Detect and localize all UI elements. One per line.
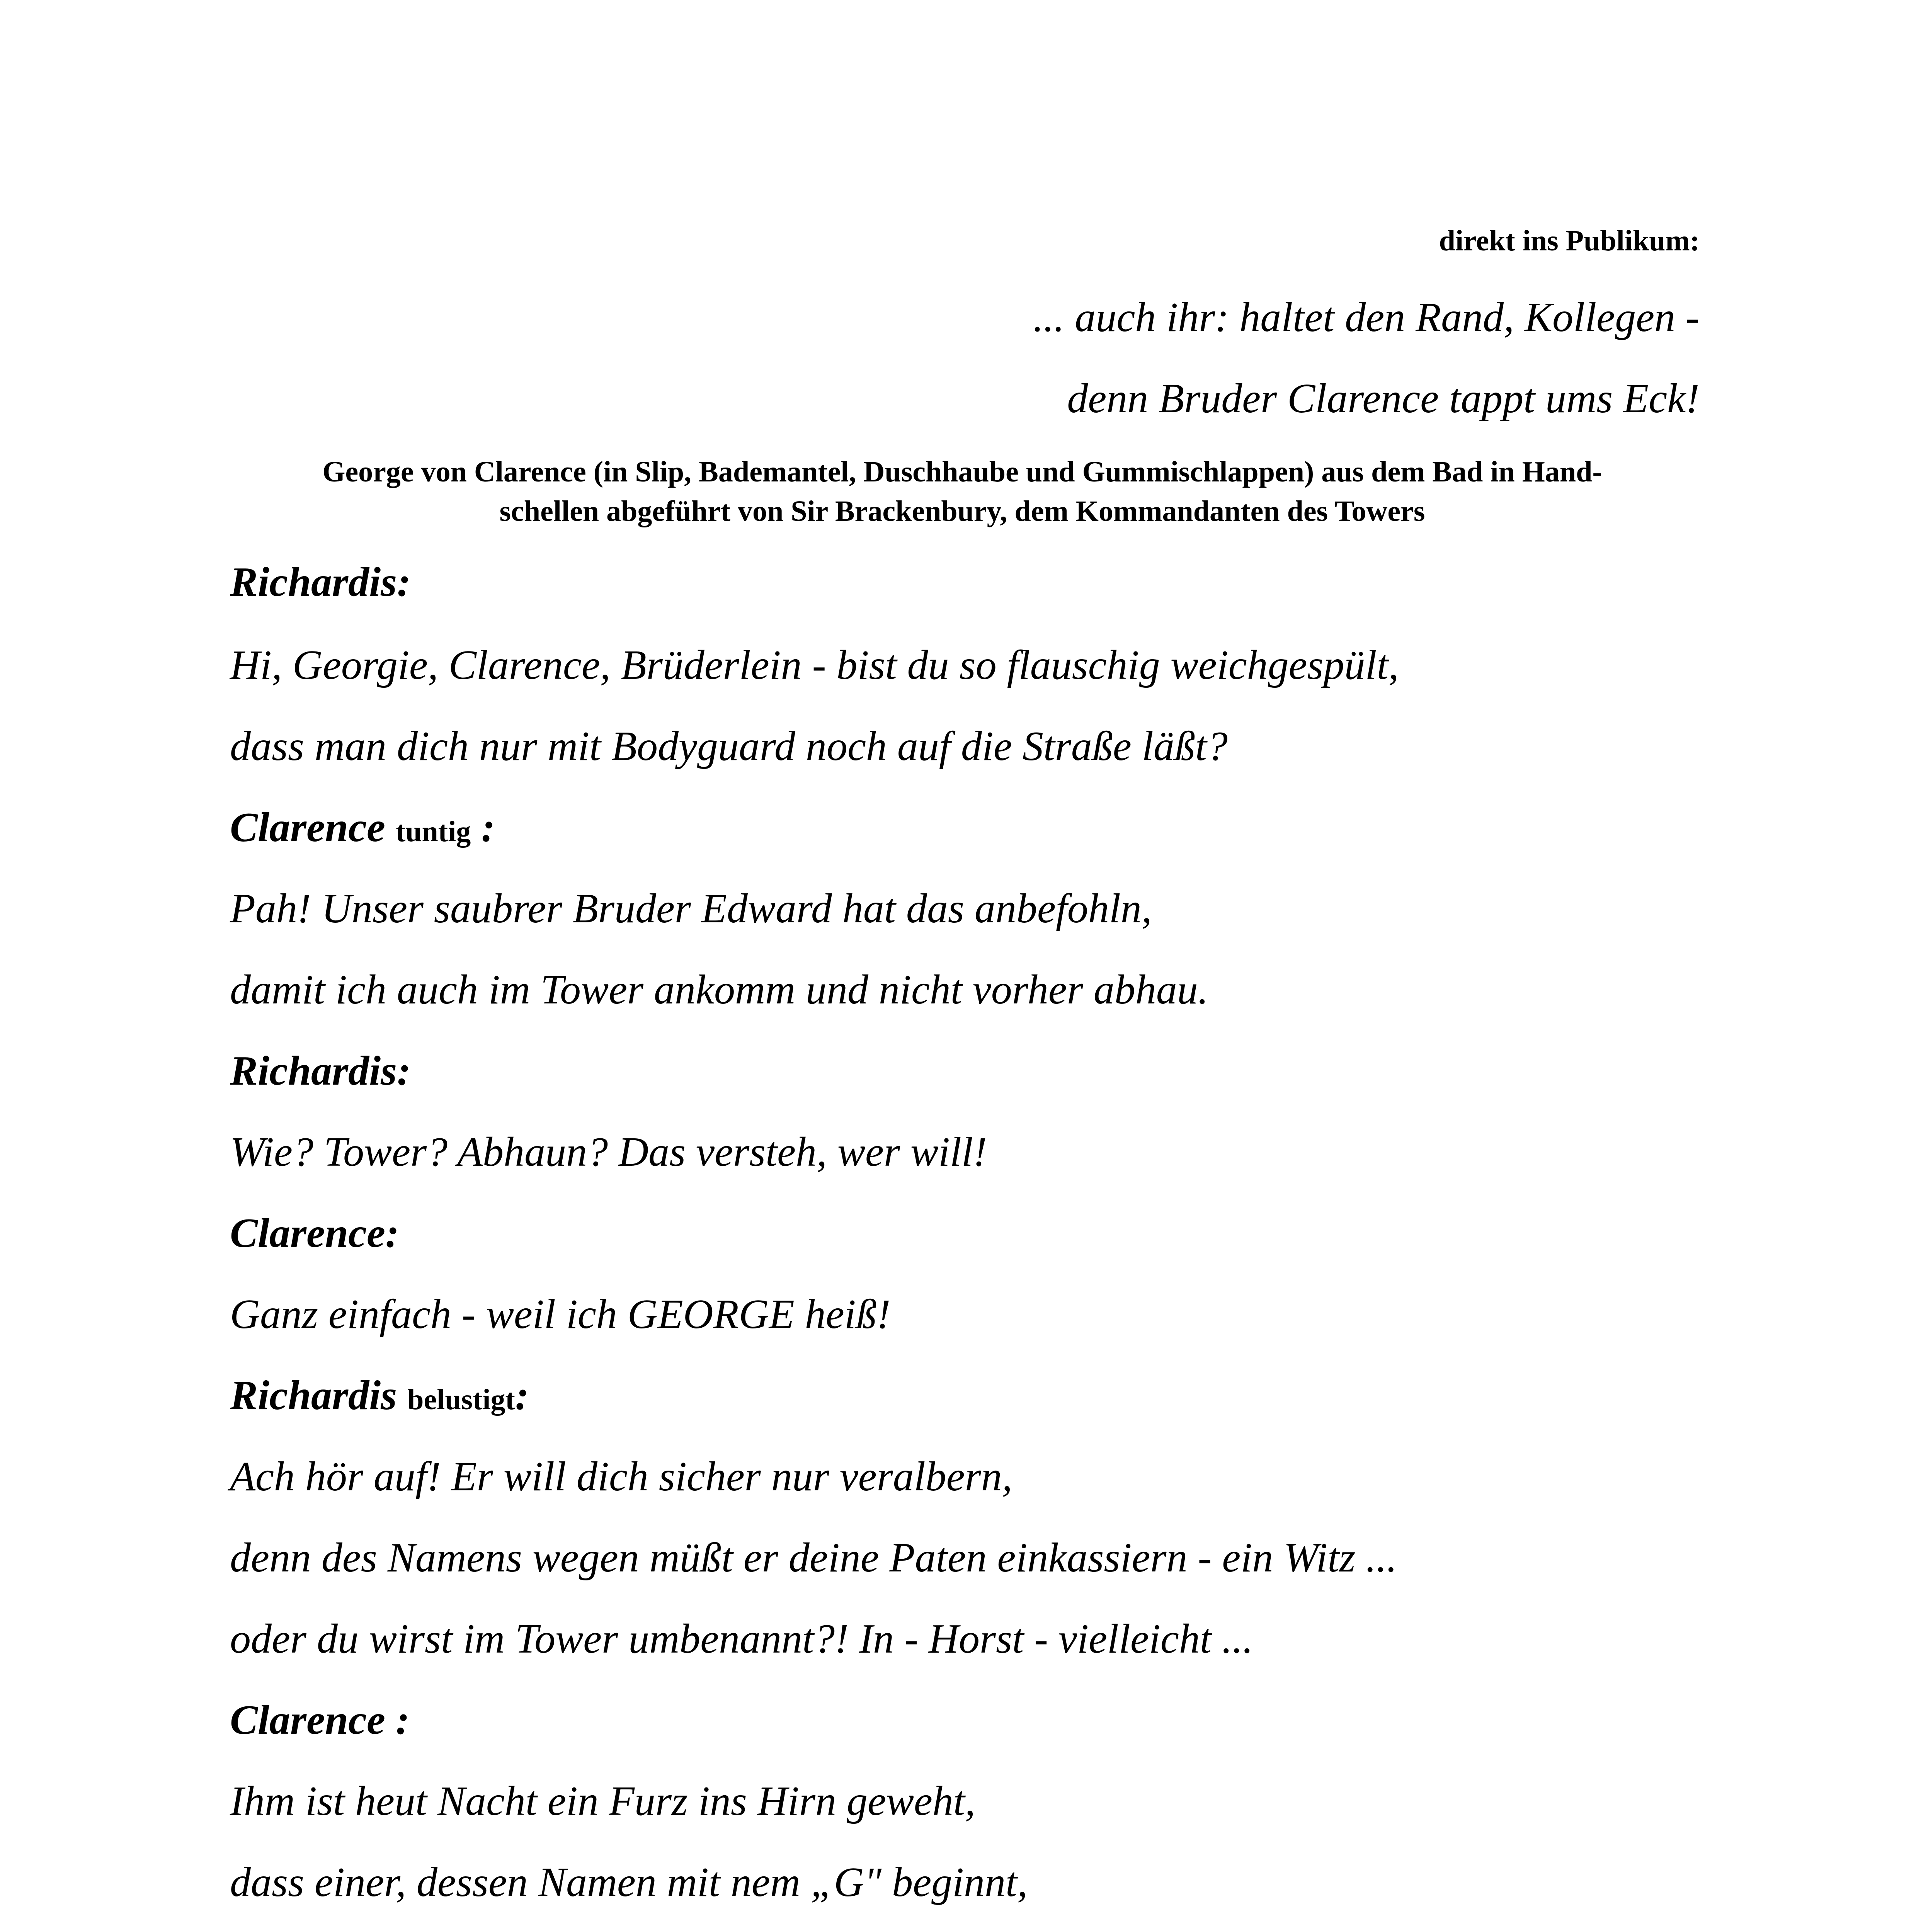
dialogue-line: dass einer, dessen Namen mit nem „G" beginnt, xyxy=(230,1859,1028,1905)
speaker-label: Clarence: xyxy=(230,1210,399,1256)
dialogue-line: Ihm ist heut Nacht ein Furz ins Hirn geweht, xyxy=(230,1778,975,1824)
dialogue-line: dass man dich nur mit Bodyguard noch auf die Straße läßt? xyxy=(230,723,1228,769)
speaker-label: Clarence : xyxy=(230,1697,410,1743)
speaker-colon: : xyxy=(515,1372,529,1418)
dialogue-line: Pah! Unser saubrer Bruder Edward hat das anbefohln, xyxy=(230,886,1152,932)
speaker-label: Richardis: xyxy=(230,1048,411,1094)
speaker-colon: : xyxy=(471,804,495,850)
stage-direction-line: schellen abgeführt von Sir Brackenbury, dem Kommandanten des Towers xyxy=(499,495,1425,527)
stage-direction-top: direkt ins Publikum: xyxy=(1439,224,1700,257)
dialogue-line: oder du wirst im Tower umbenannt?! In - Horst - vielleicht ... xyxy=(230,1616,1253,1662)
verse-line: ... auch ihr: haltet den Rand, Kollegen - xyxy=(1033,294,1700,340)
dialogue-line: Ganz einfach - weil ich GEORGE heiß! xyxy=(230,1291,891,1337)
stage-direction-line: George von Clarence (in Slip, Bademantel, Duschhaube und Gummischlappen) aus dem Bad in Hand- xyxy=(322,456,1602,488)
speaker-label xyxy=(230,1372,529,1420)
speaker-label xyxy=(230,804,495,852)
dialogue-line: Ach hör auf! Er will dich sicher nur veralbern, xyxy=(230,1454,1012,1500)
speaker-direction: tuntig xyxy=(395,815,471,848)
dialogue-line: Wie? Tower? Abhaun? Das versteh, wer will! xyxy=(230,1129,987,1175)
speaker-name: Clarence xyxy=(230,804,396,850)
dialogue-line: Hi, Georgie, Clarence, Brüderlein - bist du so flauschig weichgespült, xyxy=(230,642,1399,688)
speaker-direction: belustigt xyxy=(407,1383,515,1416)
verse-line: denn Bruder Clarence tappt ums Eck! xyxy=(1067,376,1700,422)
speaker-label: Richardis: xyxy=(230,559,411,605)
speaker-name: Richardis xyxy=(230,1372,408,1418)
dialogue-line: denn des Namens wegen müßt er deine Paten einkassiern - ein Witz ... xyxy=(230,1535,1397,1581)
dialogue-line: damit ich auch im Tower ankomm und nicht vorher abhau. xyxy=(230,967,1208,1013)
